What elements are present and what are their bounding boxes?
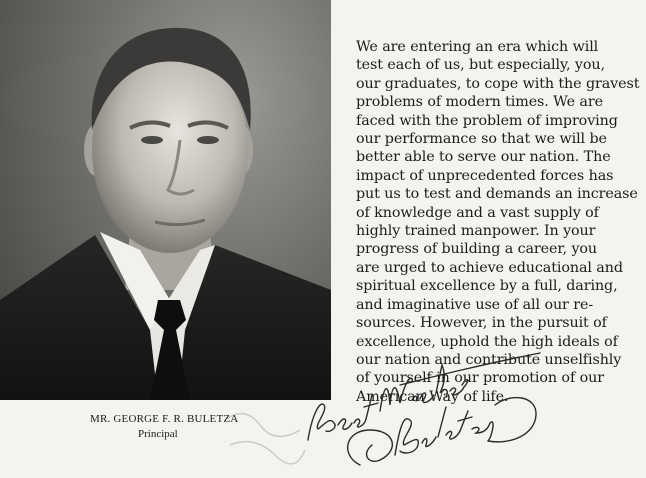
principal-title: Principal	[138, 428, 178, 440]
handwritten-signature	[300, 345, 550, 475]
bleed-through-mark	[220, 400, 310, 470]
principal-portrait-photo	[0, 0, 331, 400]
portrait-illustration	[0, 0, 331, 400]
principal-message: We are entering an era which will test each of us, but especially, you, our graduates, to cope with the gravest problems of modern times. We are faced with the problem of improving our performance so that we will be better able to serve our nation. The impact of unprecedented forces has put us to test and demands an increase of knowledge and a vast supply of highly trained manpower. In your progress of building a career, you are urged to achieve educational and spiritual excellence by a full, daring, and imaginative use of all our re- sources. However, in the pursuit of excellence, uphold the high ideals of our nation and contribute unselfishly of yourself in our promotion of our American Way of life.	[356, 39, 640, 405]
principal-name: MR. GEORGE F. R. BULETZA	[90, 413, 239, 425]
